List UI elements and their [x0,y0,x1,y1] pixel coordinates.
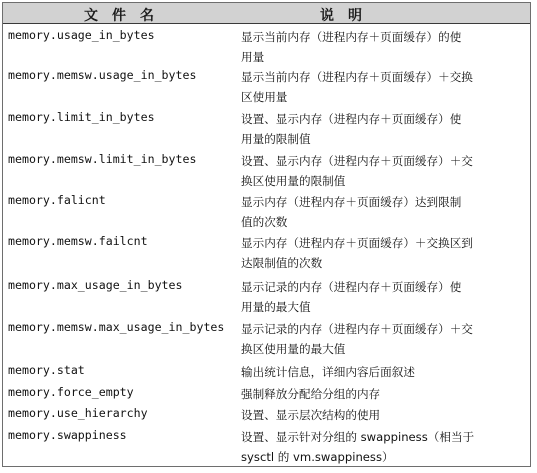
file-name: memory.stat [8,363,85,377]
file-name: memory.memsw.usage_in_bytes [8,68,197,82]
file-description [241,405,525,425]
description-line: 用量 [241,50,265,64]
description-line: 达限制值的次数 [241,256,323,270]
description-line: 显示当前内存（进程内存＋页面缓存）的使 [241,30,462,44]
file-name: memory.max_usage_in_bytes [8,278,183,292]
file-name: memory.memsw.max_usage_in_bytes [8,320,225,334]
file-description [241,362,525,382]
description-line: 区使用量 [241,90,288,104]
description-line: 设置、显示内存（进程内存＋页面缓存）＋交 [241,154,473,168]
file-description [241,319,525,359]
file-name: memory.falicnt [8,193,106,207]
description-line: 强制释放分配给分组的内存 [241,387,381,401]
file-description [241,233,525,273]
file-name: memory.swappiness [8,428,127,442]
description-line: 显示记录的内存（进程内存＋页面缓存）使 [241,280,462,294]
header-description: 说明 [320,8,376,24]
description-line: 用量的最大值 [241,300,311,314]
file-description [241,192,525,232]
description-line: 值的次数 [241,215,288,229]
file-description [241,109,525,149]
file-name: memory.memsw.limit_in_bytes [8,152,197,166]
file-description [241,151,525,191]
file-name: memory.memsw.failcnt [8,234,148,248]
header-filename: 文件名 [84,8,168,24]
file-name: memory.force_empty [8,385,134,399]
description-line: 显示当前内存（进程内存＋页面缓存）＋交换 [241,70,473,84]
description-line: 用量的限制值 [241,132,311,146]
description-line: 设置、显示针对分组的 swappiness（相当于 [241,430,475,444]
description-line: 显示内存（进程内存＋页面缓存）达到限制 [241,195,462,209]
file-description [241,67,525,107]
file-description [241,277,525,317]
file-name: memory.use_hierarchy [8,406,148,420]
description-line: sysctl 的 vm.swappiness） [241,450,394,464]
description-line: 设置、显示层次结构的使用 [241,408,381,422]
table-header [3,3,530,24]
file-description [241,27,525,67]
description-line: 设置、显示内存（进程内存＋页面缓存）使 [241,112,462,126]
description-line: 换区使用量的限制值 [241,174,346,188]
description-line: 显示内存（进程内存＋页面缓存）＋交换区到 [241,236,473,250]
description-line: 输出统计信息，详细内容后面叙述 [241,365,415,379]
file-description [241,384,525,404]
description-line: 显示记录的内存（进程内存＋页面缓存）＋交 [241,322,473,336]
description-line: 换区使用量的最大值 [241,342,346,356]
file-name: memory.usage_in_bytes [8,28,155,42]
file-name: memory.limit_in_bytes [8,110,155,124]
file-description [241,427,525,467]
